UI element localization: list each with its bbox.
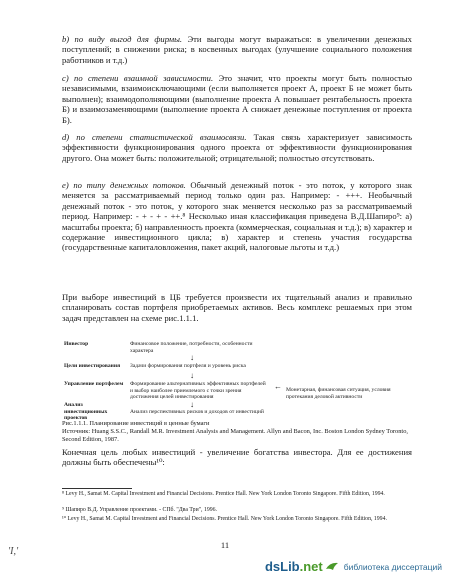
arrow-left-icon: ← — [274, 382, 282, 391]
paragraph-e: e) по типу денежных потоков. Обычный денежный поток - это поток, у которого знак меняется за рассматриваемый период только один раз. Например: - +++. Необычный денежный поток - это поток, у которого знак меняется несколько раз за рассматриваемый период. Например: - + - + - ++.⁸ Несколько иная классификация приведена В.Д.Шапиро⁹: а) масштабы проекта; б) направленность проекта (коммерческая, социальная и т.д.); в) характер и содержание инвестиционного цикла; в) характер и степень участия государства (государственные капиталовложения, пакет акций, налоговые льготы и т.д.) — [62, 180, 412, 253]
scheme-investor: Инвестор — [64, 341, 89, 347]
paragraph-c: c) по степени взаимной зависимости. Это значит, что проекты могут быть полностью независимыми, взаимоисключающими (если выполняется проект А, проект Б не может быть выполнен); взаимодополняющими (выполнение проекта А повышает рентабельность проекта Б) и взаимозаменяющими (выполнение проекта А снижает денежные поступления от проекта Б). — [62, 73, 413, 125]
paragraph-b: b) по виду выгод для фирмы. Эти выгоды могут выражаться: в увеличении денежных поступлений; в снижении риска; в косвенных выгодах (улучшение социального положения работников и т.д.) — [62, 34, 412, 65]
scheme-goal: Цели инвестирования — [64, 363, 121, 369]
scheme-analysis: Анализ инвестиционных проектов — [64, 402, 108, 422]
watermark-logo: dsLib.net — [264, 559, 323, 574]
scheme-mgmt: Управление портфелем — [64, 381, 124, 387]
figure-caption — [62, 420, 412, 444]
paragraph-d: d) по степени статистической взаимосвязи. Такая связь характеризует зависимость эффективности функционирования одного проекта от эффективности функционирования другого. Она может быть: положительной; отрицательной; полностью отсутствовать. — [62, 132, 412, 163]
arrow-down-icon: ↓ — [190, 353, 194, 362]
bird-icon — [325, 561, 339, 573]
paragraph-closing: Конечная цель любых инвестиций - увеличение богатства инвестора. Для ее достижения должны быть обеспечены¹⁰: — [62, 447, 412, 468]
watermark-text: библиотека диссертаций — [343, 561, 442, 572]
caption-title: Рис.1.1.1. Планирование инвестиций в ценные бумаги — [62, 420, 210, 427]
investment-planning-scheme — [62, 339, 412, 422]
footnote-10: ¹⁰ Levy H., Samat M. Capital Investment and Financial Decisions. Prentice Hall. New York London Toronto Singapore. Fifth Edition, 1994. — [62, 516, 387, 522]
watermark — [265, 559, 442, 574]
page-number: 11 — [220, 540, 230, 550]
scheme-investor-desc: Финансовое положение, потребности, особенности характера — [130, 341, 253, 354]
arrow-down-icon: ↓ — [190, 371, 194, 380]
caption-source: Источник: Huang S.S.C., Randall M.R. Investment Analysis and Management. Allyn and Bacon, Inc. Boston London Sydney Toronto, Second Edition, 1987. — [62, 428, 408, 443]
scheme-goal-desc: Задачи формирования портфеля и уровень риска — [130, 363, 246, 369]
scheme-analysis-desc: Анализ перспективных рисков и доходов от инвестиций — [130, 409, 264, 415]
scheme-mgmt-desc: Формирование альтернативных эффективных портфелей и выбор наиболее приемлемого с точки зрения достижения целей инвестирования — [130, 381, 266, 401]
footnote-divider — [62, 488, 132, 489]
handwritten-mark: 'I,' — [8, 546, 19, 557]
footnote-8: ⁸ Levy H., Samat M. Capital Investment and Financial Decisions. Prentice Hall. New York London Toronto Singapore. Fifth Edition, 1994. — [62, 491, 385, 497]
arrow-down-icon: ↓ — [190, 400, 194, 409]
scheme-side-desc: Монетарная, финансовая ситуация, условия протекания деловой активности — [286, 387, 391, 400]
paragraph-investment-choice: При выборе инвестиций в ЦБ требуется произвести их тщательный анализ и правильно спланировать состав портфеля приобретаемых активов. Весь комплекс решаемых при этом задач представлен на схеме рис.1.1.1. — [62, 292, 412, 323]
footnote-9: ⁹ Шапиро В.Д. Управление проектами. - СПб. "Два Три", 1996. — [62, 507, 217, 513]
